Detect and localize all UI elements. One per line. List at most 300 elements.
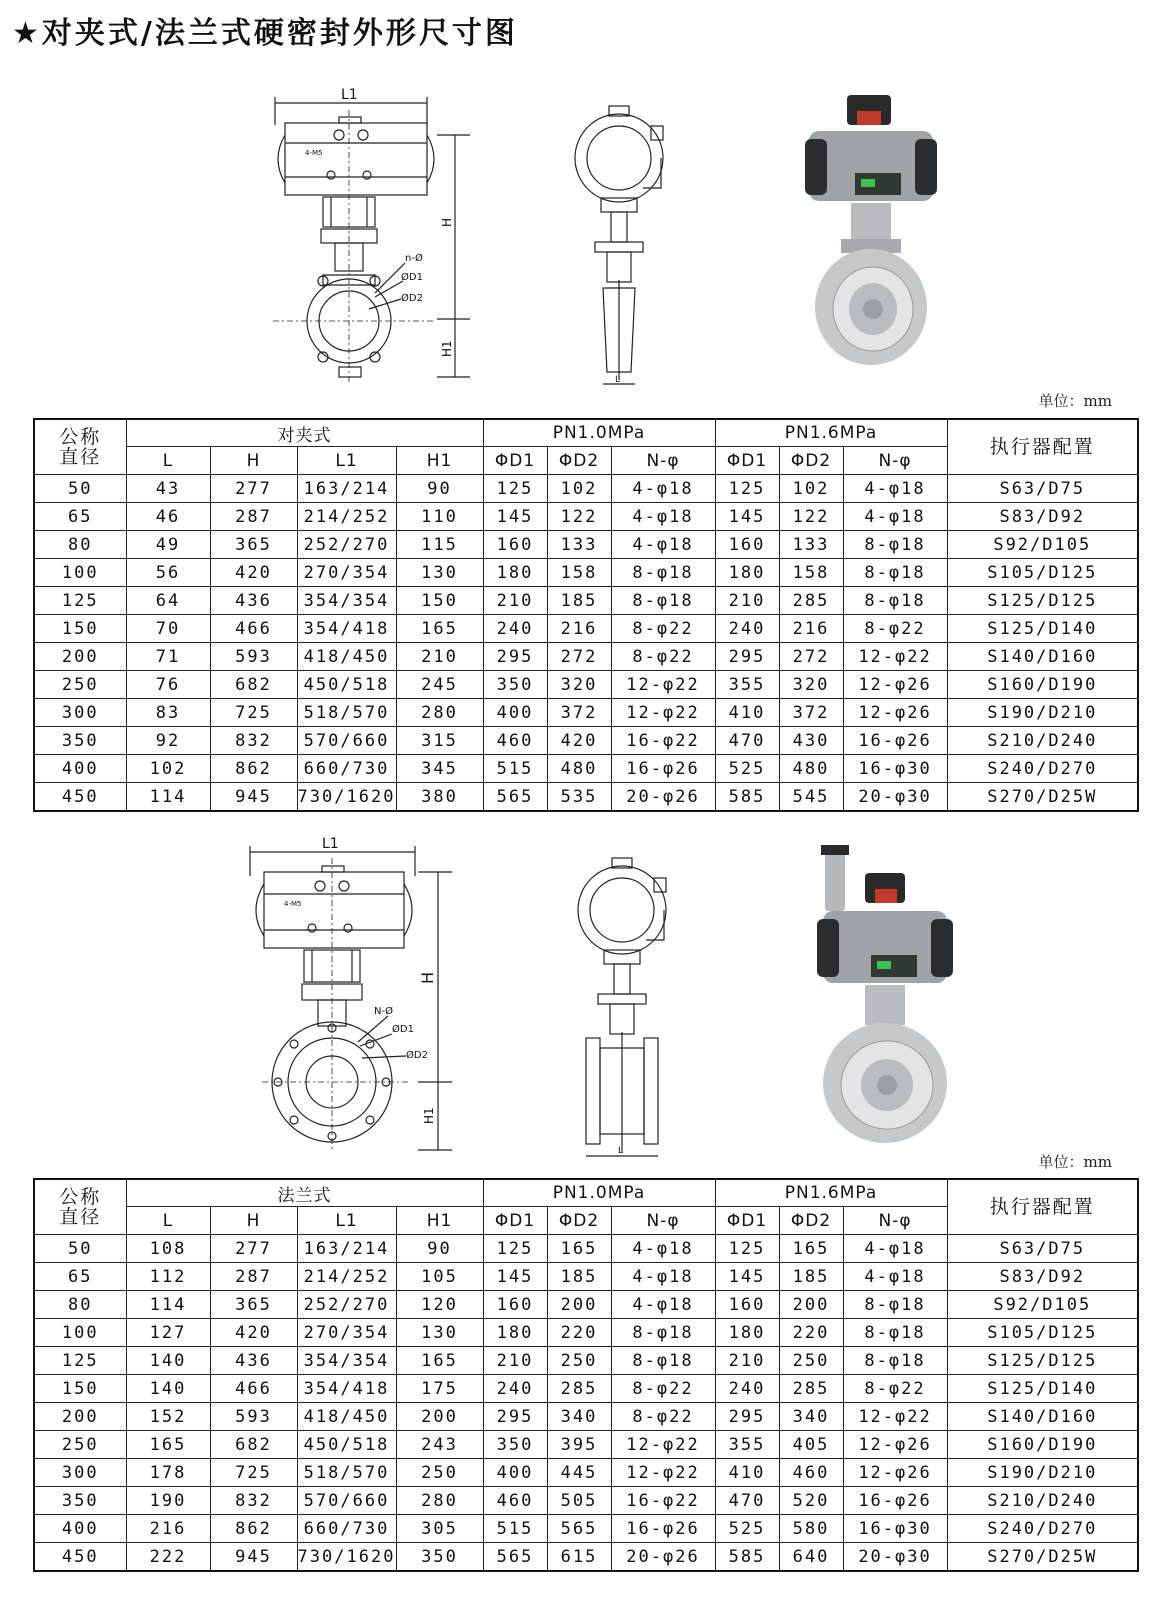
col-header: ΦD2 xyxy=(547,1207,611,1235)
table-cell: 395 xyxy=(547,1431,611,1459)
wafer-valve-photo xyxy=(795,95,945,365)
table-cell: 436 xyxy=(210,1347,297,1375)
table-cell: 350 xyxy=(34,1487,126,1515)
table-cell: S125/D140 xyxy=(947,1375,1138,1403)
table-cell: 83 xyxy=(126,699,210,727)
table-cell: 90 xyxy=(396,475,483,503)
table-cell: 445 xyxy=(547,1459,611,1487)
table-cell: 92 xyxy=(126,727,210,755)
table-cell: 305 xyxy=(396,1515,483,1543)
label-h1: H1 xyxy=(422,1107,436,1124)
table-cell: 570/660 xyxy=(297,727,396,755)
table-cell: 243 xyxy=(396,1431,483,1459)
table-cell: 725 xyxy=(210,1459,297,1487)
table-cell: 450/518 xyxy=(297,671,396,699)
label-n-hole: n-Ø xyxy=(405,253,423,264)
table-cell: 466 xyxy=(210,1375,297,1403)
table-cell: 8-φ22 xyxy=(611,643,715,671)
table-cell: 505 xyxy=(547,1487,611,1515)
table-cell: 145 xyxy=(483,503,547,531)
table-cell: 295 xyxy=(483,1403,547,1431)
flange-table-body xyxy=(34,1235,1138,1572)
table-cell: 8-φ18 xyxy=(611,587,715,615)
table-cell: 240 xyxy=(715,1375,779,1403)
label-l: L xyxy=(618,1146,624,1156)
table-cell: 945 xyxy=(210,783,297,812)
table-cell: 372 xyxy=(547,699,611,727)
col-header: L xyxy=(126,1207,210,1235)
table-cell: 46 xyxy=(126,503,210,531)
table-cell: S125/D125 xyxy=(947,1347,1138,1375)
table-cell: 8-φ22 xyxy=(611,615,715,643)
table-cell: 565 xyxy=(483,783,547,812)
table-cell: 180 xyxy=(715,1319,779,1347)
table-cell: 280 xyxy=(396,699,483,727)
table-cell: 380 xyxy=(396,783,483,812)
table-cell: 470 xyxy=(715,727,779,755)
table-cell: 420 xyxy=(210,1319,297,1347)
table-cell: 405 xyxy=(779,1431,843,1459)
table-cell: 20-φ30 xyxy=(843,1543,947,1572)
table-cell: 660/730 xyxy=(297,1515,396,1543)
table-cell: 272 xyxy=(547,643,611,671)
table-cell: 200 xyxy=(34,643,126,671)
table-cell: 277 xyxy=(210,1235,297,1263)
table-cell: 210 xyxy=(483,587,547,615)
table-cell: 355 xyxy=(715,671,779,699)
table-cell: 593 xyxy=(210,643,297,671)
table-cell: 102 xyxy=(779,475,843,503)
table-row xyxy=(34,727,1138,755)
table-cell: 365 xyxy=(210,531,297,559)
table-cell: 125 xyxy=(34,1347,126,1375)
table-row xyxy=(34,587,1138,615)
table-cell: 115 xyxy=(396,531,483,559)
table-cell: 466 xyxy=(210,615,297,643)
table-row xyxy=(34,1347,1138,1375)
table-cell: 470 xyxy=(715,1487,779,1515)
table-cell: 565 xyxy=(483,1543,547,1572)
table-cell: 163/214 xyxy=(297,475,396,503)
table-cell: 16-φ30 xyxy=(843,755,947,783)
wafer-spec-table xyxy=(33,418,1139,812)
table-cell: 4-φ18 xyxy=(843,503,947,531)
table-cell: 145 xyxy=(715,503,779,531)
col-header: L xyxy=(126,447,210,475)
table-cell: 250 xyxy=(34,671,126,699)
table-cell: 12-φ26 xyxy=(843,1459,947,1487)
table-cell: 200 xyxy=(34,1403,126,1431)
table-cell: S190/D210 xyxy=(947,1459,1138,1487)
label-h: H xyxy=(440,217,454,227)
table-cell: S210/D240 xyxy=(947,1487,1138,1515)
table-cell: 320 xyxy=(779,671,843,699)
table-cell: 160 xyxy=(483,1291,547,1319)
table-cell: 640 xyxy=(779,1543,843,1572)
table-cell: S83/D92 xyxy=(947,503,1138,531)
table-cell: 287 xyxy=(210,503,297,531)
table-cell: 832 xyxy=(210,1487,297,1515)
table-cell: 125 xyxy=(715,475,779,503)
col-header: H1 xyxy=(396,447,483,475)
col-header: H xyxy=(210,447,297,475)
table-cell: 420 xyxy=(210,559,297,587)
table-cell: 945 xyxy=(210,1543,297,1572)
table-cell: 112 xyxy=(126,1263,210,1291)
table-cell: 220 xyxy=(547,1319,611,1347)
table-row xyxy=(34,1543,1138,1572)
table-cell: 277 xyxy=(210,475,297,503)
table-cell: 615 xyxy=(547,1543,611,1572)
table-cell: S125/D140 xyxy=(947,615,1138,643)
col-header: ΦD2 xyxy=(779,447,843,475)
col-header: H1 xyxy=(396,1207,483,1235)
table-cell: 120 xyxy=(396,1291,483,1319)
table-cell: 365 xyxy=(210,1291,297,1319)
table-row xyxy=(34,1263,1138,1291)
table-cell: 350 xyxy=(34,727,126,755)
table-cell: 245 xyxy=(396,671,483,699)
table-row xyxy=(34,615,1138,643)
table-cell: S140/D160 xyxy=(947,643,1138,671)
label-d1: ØD1 xyxy=(392,1024,414,1035)
table-cell: 320 xyxy=(547,671,611,699)
table-row xyxy=(34,643,1138,671)
table-cell: 12-φ26 xyxy=(843,671,947,699)
table-cell: 102 xyxy=(547,475,611,503)
table-cell: 160 xyxy=(483,531,547,559)
table-cell: 4-φ18 xyxy=(843,1263,947,1291)
table-cell: 593 xyxy=(210,1403,297,1431)
label-d1: ØD1 xyxy=(401,272,423,283)
table-cell: 145 xyxy=(715,1263,779,1291)
table-cell: 272 xyxy=(779,643,843,671)
table-cell: 350 xyxy=(483,1431,547,1459)
table-cell: 252/270 xyxy=(297,531,396,559)
label-bolt: 4-M5 xyxy=(305,149,323,157)
table-cell: 43 xyxy=(126,475,210,503)
table-cell: 180 xyxy=(715,559,779,587)
table-cell: 12-φ26 xyxy=(843,1431,947,1459)
table-cell: 660/730 xyxy=(297,755,396,783)
table-cell: 8-φ18 xyxy=(611,1347,715,1375)
table-row xyxy=(34,1515,1138,1543)
table-cell: 160 xyxy=(715,531,779,559)
table-cell: 214/252 xyxy=(297,503,396,531)
table-cell: 525 xyxy=(715,1515,779,1543)
table-cell: 133 xyxy=(547,531,611,559)
table-cell: 214/252 xyxy=(297,1263,396,1291)
table-cell: 535 xyxy=(547,783,611,812)
table-cell: 80 xyxy=(34,1291,126,1319)
table-cell: S92/D105 xyxy=(947,531,1138,559)
table-cell: 16-φ22 xyxy=(611,727,715,755)
table-cell: S270/D25W xyxy=(947,1543,1138,1572)
table-cell: 460 xyxy=(483,727,547,755)
table-cell: 252/270 xyxy=(297,1291,396,1319)
table-cell: 56 xyxy=(126,559,210,587)
table-cell: 8-φ22 xyxy=(843,615,947,643)
table-cell: 122 xyxy=(547,503,611,531)
table-cell: 8-φ18 xyxy=(843,1347,947,1375)
table-cell: 518/570 xyxy=(297,699,396,727)
table-cell: 570/660 xyxy=(297,1487,396,1515)
label-d2: ØD2 xyxy=(406,1050,428,1061)
header-pn16: PN1.6MPa xyxy=(715,419,947,447)
table-cell: 418/450 xyxy=(297,643,396,671)
table-cell: 545 xyxy=(779,783,843,812)
table-row xyxy=(34,1431,1138,1459)
table-row xyxy=(34,1291,1138,1319)
table-cell: S270/D25W xyxy=(947,783,1138,812)
table-cell: 130 xyxy=(396,559,483,587)
table-cell: 418/450 xyxy=(297,1403,396,1431)
table-cell: 270/354 xyxy=(297,1319,396,1347)
table-cell: 125 xyxy=(483,475,547,503)
table-cell: 150 xyxy=(396,587,483,615)
table-cell: 50 xyxy=(34,1235,126,1263)
table-cell: S240/D270 xyxy=(947,755,1138,783)
table-cell: S210/D240 xyxy=(947,727,1138,755)
table-cell: 133 xyxy=(779,531,843,559)
table-cell: 300 xyxy=(34,1459,126,1487)
table-cell: 130 xyxy=(396,1319,483,1347)
table-cell: 518/570 xyxy=(297,1459,396,1487)
table-cell: 145 xyxy=(483,1263,547,1291)
table-cell: 8-φ18 xyxy=(611,1319,715,1347)
col-header: N-φ xyxy=(843,1207,947,1235)
table-cell: 127 xyxy=(126,1319,210,1347)
table-cell: 8-φ18 xyxy=(843,1291,947,1319)
table-cell: 340 xyxy=(779,1403,843,1431)
table-cell: 8-φ22 xyxy=(611,1375,715,1403)
table-cell: 315 xyxy=(396,727,483,755)
label-l1: L1 xyxy=(341,87,358,103)
page-title: ★对夹式/法兰式硬密封外形尺寸图 xyxy=(12,16,518,51)
table-row xyxy=(34,559,1138,587)
table-cell: 410 xyxy=(715,699,779,727)
table-cell: 420 xyxy=(547,727,611,755)
table-cell: 185 xyxy=(779,1263,843,1291)
table-row xyxy=(34,1487,1138,1515)
flange-side-drawing xyxy=(568,852,678,1164)
table-cell: 285 xyxy=(547,1375,611,1403)
table-cell: 730/1620 xyxy=(297,783,396,812)
table-cell: 180 xyxy=(483,559,547,587)
header-actuator: 执行器配置 xyxy=(947,419,1138,475)
table-cell: 165 xyxy=(396,615,483,643)
table-cell: 102 xyxy=(126,755,210,783)
table-cell: 354/354 xyxy=(297,1347,396,1375)
table-cell: S105/D125 xyxy=(947,1319,1138,1347)
table-cell: 285 xyxy=(779,587,843,615)
label-l: L xyxy=(615,375,621,385)
table-cell: 240 xyxy=(483,1375,547,1403)
table-cell: 287 xyxy=(210,1263,297,1291)
table-cell: 430 xyxy=(779,727,843,755)
table-cell: S125/D125 xyxy=(947,587,1138,615)
label-n-hole: N-Ø xyxy=(374,1006,393,1017)
table-cell: 190 xyxy=(126,1487,210,1515)
table-cell: 270/354 xyxy=(297,559,396,587)
table-cell: 345 xyxy=(396,755,483,783)
table-cell: S240/D270 xyxy=(947,1515,1138,1543)
table-cell: S160/D190 xyxy=(947,671,1138,699)
table-cell: 12-φ22 xyxy=(611,699,715,727)
table-cell: 64 xyxy=(126,587,210,615)
table-cell: 354/418 xyxy=(297,615,396,643)
table-cell: 140 xyxy=(126,1347,210,1375)
col-header: ΦD1 xyxy=(715,1207,779,1235)
flange-valve-photo xyxy=(805,845,965,1145)
table-cell: 400 xyxy=(483,699,547,727)
table-row xyxy=(34,1403,1138,1431)
table-cell: 250 xyxy=(779,1347,843,1375)
col-header: H xyxy=(210,1207,297,1235)
table-row xyxy=(34,1375,1138,1403)
col-header: ΦD2 xyxy=(547,447,611,475)
table-cell: 4-φ18 xyxy=(611,1235,715,1263)
table-cell: 354/418 xyxy=(297,1375,396,1403)
col-header: ΦD1 xyxy=(483,1207,547,1235)
table-cell: 295 xyxy=(715,643,779,671)
table-cell: 210 xyxy=(715,587,779,615)
table-cell: 140 xyxy=(126,1375,210,1403)
table-cell: 108 xyxy=(126,1235,210,1263)
wafer-side-drawing xyxy=(565,100,675,390)
table-cell: 165 xyxy=(396,1347,483,1375)
table-cell: 4-φ18 xyxy=(611,1263,715,1291)
table-cell: 240 xyxy=(715,615,779,643)
table-cell: 400 xyxy=(483,1459,547,1487)
table-cell: 100 xyxy=(34,1319,126,1347)
table-cell: 16-φ26 xyxy=(611,755,715,783)
table-cell: 4-φ18 xyxy=(611,531,715,559)
table-cell: 200 xyxy=(547,1291,611,1319)
table-cell: 295 xyxy=(483,643,547,671)
table-row xyxy=(34,475,1138,503)
table-cell: 175 xyxy=(396,1375,483,1403)
table-cell: S140/D160 xyxy=(947,1403,1138,1431)
table-cell: 8-φ18 xyxy=(611,559,715,587)
table-cell: 110 xyxy=(396,503,483,531)
table-cell: 125 xyxy=(34,587,126,615)
table-row xyxy=(34,699,1138,727)
table-cell: 185 xyxy=(547,1263,611,1291)
table-cell: 80 xyxy=(34,531,126,559)
table-cell: 480 xyxy=(547,755,611,783)
table-row xyxy=(34,503,1138,531)
table-cell: 355 xyxy=(715,1431,779,1459)
flange-front-drawing xyxy=(240,832,460,1152)
table-row xyxy=(34,1459,1138,1487)
col-header: L1 xyxy=(297,1207,396,1235)
table-cell: 180 xyxy=(483,1319,547,1347)
table-cell: 12-φ22 xyxy=(611,1459,715,1487)
table-cell: 163/214 xyxy=(297,1235,396,1263)
table-cell: 216 xyxy=(779,615,843,643)
table-cell: 8-φ18 xyxy=(843,531,947,559)
label-l1: L1 xyxy=(322,836,339,852)
header-pn10: PN1.0MPa xyxy=(483,1179,715,1207)
header-type: 对夹式 xyxy=(126,419,483,447)
flange-spec-table xyxy=(33,1178,1139,1572)
table-cell: 280 xyxy=(396,1487,483,1515)
table-cell: 480 xyxy=(779,755,843,783)
table-cell: 150 xyxy=(34,615,126,643)
table-cell: S105/D125 xyxy=(947,559,1138,587)
unit-label-1: 单位：mm xyxy=(1038,392,1112,410)
table-cell: 436 xyxy=(210,587,297,615)
table-cell: 105 xyxy=(396,1263,483,1291)
table-cell: 12-φ22 xyxy=(843,643,947,671)
table-cell: 450/518 xyxy=(297,1431,396,1459)
table-cell: 100 xyxy=(34,559,126,587)
wafer-table-body xyxy=(34,475,1138,812)
table-cell: 125 xyxy=(715,1235,779,1263)
table-cell: 4-φ18 xyxy=(843,1235,947,1263)
table-cell: 210 xyxy=(483,1347,547,1375)
table-cell: 565 xyxy=(547,1515,611,1543)
col-header: ΦD1 xyxy=(715,447,779,475)
table-cell: 16-φ26 xyxy=(843,727,947,755)
table-cell: 50 xyxy=(34,475,126,503)
table-cell: 216 xyxy=(126,1515,210,1543)
table-cell: 520 xyxy=(779,1487,843,1515)
table-cell: S83/D92 xyxy=(947,1263,1138,1291)
label-h: H xyxy=(418,971,437,984)
table-cell: 450 xyxy=(34,783,126,812)
header-nominal-diameter: 公称直径 xyxy=(34,1179,126,1235)
table-cell: S190/D210 xyxy=(947,699,1138,727)
col-header: N-φ xyxy=(843,447,947,475)
unit-label-2: 单位：mm xyxy=(1038,1153,1112,1171)
table-cell: 250 xyxy=(547,1347,611,1375)
table-cell: 114 xyxy=(126,1291,210,1319)
label-h1: H1 xyxy=(440,340,454,357)
header-pn10: PN1.0MPa xyxy=(483,419,715,447)
table-cell: 65 xyxy=(34,1263,126,1291)
table-cell: 178 xyxy=(126,1459,210,1487)
table-row xyxy=(34,1235,1138,1263)
table-cell: 682 xyxy=(210,1431,297,1459)
table-cell: 90 xyxy=(396,1235,483,1263)
table-cell: 525 xyxy=(715,755,779,783)
header-actuator: 执行器配置 xyxy=(947,1179,1138,1235)
table-cell: 8-φ22 xyxy=(843,1375,947,1403)
label-d2: ØD2 xyxy=(401,293,423,304)
col-header: N-φ xyxy=(611,1207,715,1235)
table-cell: 210 xyxy=(396,643,483,671)
table-cell: 295 xyxy=(715,1403,779,1431)
table-cell: 70 xyxy=(126,615,210,643)
table-cell: 185 xyxy=(547,587,611,615)
table-cell: 862 xyxy=(210,755,297,783)
table-cell: 210 xyxy=(715,1347,779,1375)
table-cell: 4-φ18 xyxy=(611,1291,715,1319)
table-row xyxy=(34,1319,1138,1347)
table-cell: 49 xyxy=(126,531,210,559)
col-header: ΦD2 xyxy=(779,1207,843,1235)
col-header: ΦD1 xyxy=(483,447,547,475)
table-cell: 222 xyxy=(126,1543,210,1572)
table-cell: 16-φ30 xyxy=(843,1515,947,1543)
table-cell: S160/D190 xyxy=(947,1431,1138,1459)
table-cell: 410 xyxy=(715,1459,779,1487)
table-cell: 730/1620 xyxy=(297,1543,396,1572)
table-cell: 12-φ22 xyxy=(611,1431,715,1459)
table-cell: 220 xyxy=(779,1319,843,1347)
